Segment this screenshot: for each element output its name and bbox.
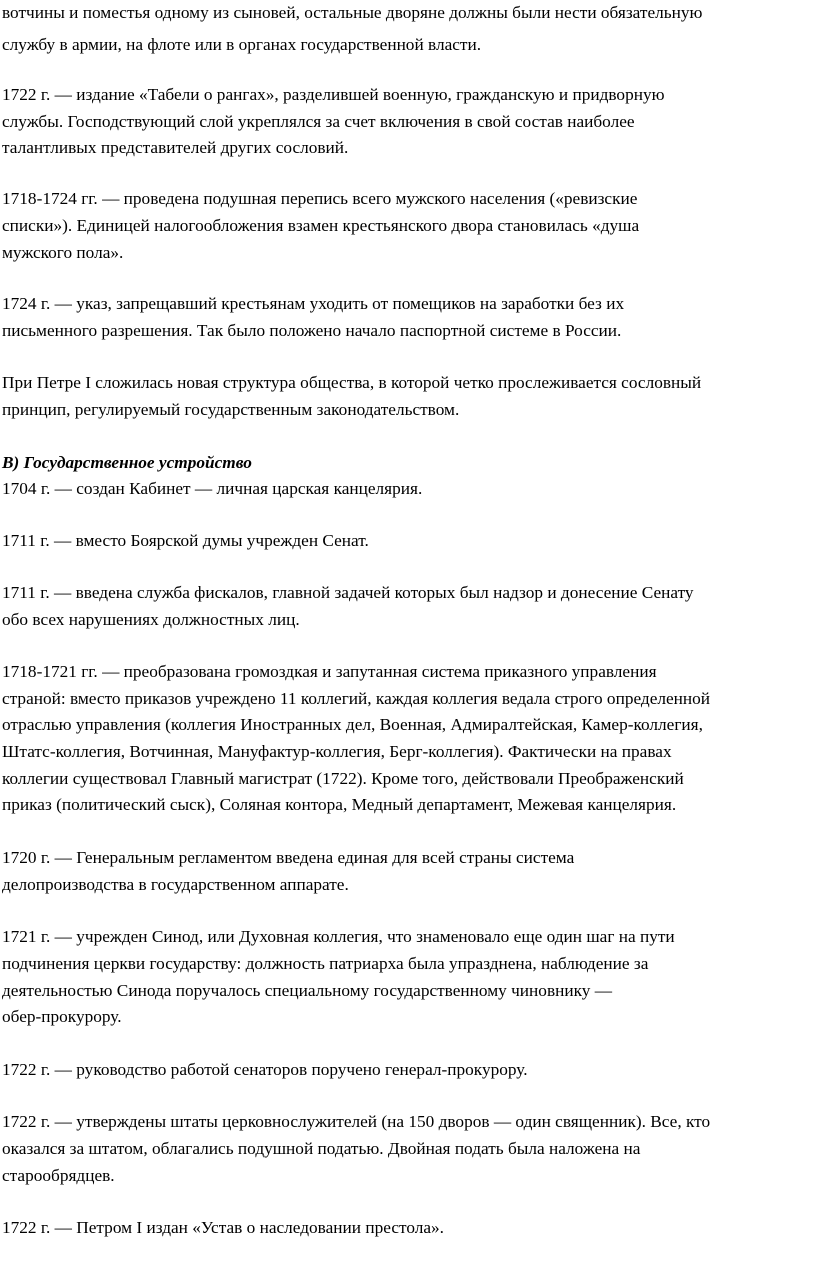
paragraph-line: 1722 г. — издание «Табели о рангах», разделившей военную, гражданскую и придворную bbox=[2, 85, 665, 104]
paragraph-line: страной: вместо приказов учреждено 11 коллегий, каждая коллегия ведала строго определенной bbox=[2, 689, 711, 708]
paragraph-line: делопроизводства в государственном аппарате. bbox=[2, 875, 349, 894]
paragraph-line: старообрядцев. bbox=[2, 1166, 115, 1185]
paragraph-line: принцип, регулируемый государственным законодательством. bbox=[2, 400, 460, 419]
paragraph-line: 1721 г. — учрежден Синод, или Духовная коллегия, что знаменовало еще один шаг на пути bbox=[2, 927, 675, 946]
section-heading: В) Государственное устройство bbox=[2, 453, 252, 472]
paragraph-line: 1711 г. — введена служба фискалов, главной задачей которых был надзор и донесение Сенату bbox=[2, 583, 694, 602]
paragraph-line: списки»). Единицей налогообложения взамен крестьянского двора становилась «душа bbox=[2, 216, 640, 235]
paragraph-line: 1718-1721 гг. — преобразована громоздкая и запутанная система приказного управления bbox=[2, 662, 657, 681]
paragraph-line: Штатс-коллегия, Вотчинная, Мануфактур-коллегия, Берг-коллегия). Фактически на правах bbox=[2, 742, 672, 761]
paragraph-line: обер-прокурору. bbox=[2, 1007, 122, 1026]
paragraph-line: 1711 г. — вместо Боярской думы учрежден Сенат. bbox=[2, 531, 369, 550]
paragraph-line: приказ (политический сыск), Соляная контора, Медный департамент, Межевая канцелярия. bbox=[2, 795, 677, 814]
paragraph-line: подчинения церкви государству: должность патриарха была упразднена, наблюдение за bbox=[2, 954, 649, 973]
paragraph-line: деятельностью Синода поручалось специальному государственному чиновнику — bbox=[2, 981, 612, 1000]
paragraph-line: обо всех нарушениях должностных лиц. bbox=[2, 610, 300, 629]
paragraph-line: 1704 г. — создан Кабинет — личная царская канцелярия. bbox=[2, 479, 423, 498]
paragraph-line: 1718-1724 гг. — проведена подушная перепись всего мужского населения («ревизские bbox=[2, 189, 638, 208]
paragraph-line: 1724 г. — указ, запрещавший крестьянам уходить от помещиков на заработки без их bbox=[2, 294, 625, 313]
paragraph-line: 1722 г. — руководство работой сенаторов поручено генерал-прокурору. bbox=[2, 1060, 528, 1079]
paragraph-line: коллегии существовал Главный магистрат (1722). Кроме того, действовали Преображенский bbox=[2, 769, 684, 788]
paragraph-line: письменного разрешения. Так было положено начало паспортной системе в России. bbox=[2, 321, 622, 340]
paragraph-line: вотчины и поместья одному из сыновей, остальные дворяне должны были нести обязательную bbox=[2, 3, 703, 22]
paragraph-line: мужского пола». bbox=[2, 243, 124, 262]
paragraph-line: 1722 г. — утверждены штаты церковнослужителей (на 150 дворов — один священник). Все, кто bbox=[2, 1112, 711, 1131]
paragraph-line: службу в армии, на флоте или в органах государственной власти. bbox=[2, 35, 482, 54]
paragraph-line: талантливых представителей других сословий. bbox=[2, 138, 349, 157]
paragraph-line: 1722 г. — Петром I издан «Устав о наследовании престола». bbox=[2, 1218, 445, 1237]
paragraph-line: отраслью управления (коллегия Иностранных дел, Военная, Адмиралтейская, Камер-коллегия, bbox=[2, 715, 703, 734]
paragraph-line: оказался за штатом, облагались подушной податью. Двойная подать была наложена на bbox=[2, 1139, 641, 1158]
paragraph-line: 1720 г. — Генеральным регламентом введена единая для всей страны система bbox=[2, 848, 575, 867]
paragraph-line: При Петре I сложилась новая структура общества, в которой четко прослеживается сословный bbox=[2, 373, 702, 392]
paragraph-line: службы. Господствующий слой укреплялся за счет включения в свой состав наиболее bbox=[2, 112, 635, 131]
